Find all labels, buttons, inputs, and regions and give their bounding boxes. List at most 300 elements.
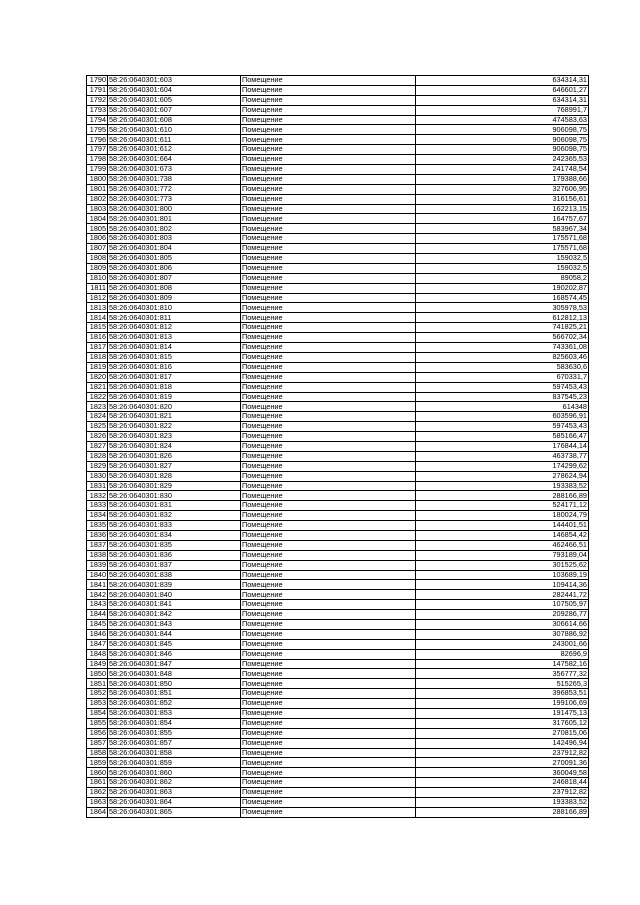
table-row xyxy=(87,471,589,481)
row-number: 1800 xyxy=(87,174,108,184)
cadastral-number: 58:26:0640301:840 xyxy=(108,590,241,600)
cadastral-value: 179388,66 xyxy=(416,174,589,184)
document-page xyxy=(86,75,587,818)
cadastral-value: 191475,13 xyxy=(416,709,589,719)
table-row xyxy=(87,145,589,155)
row-number: 1832 xyxy=(87,491,108,501)
cadastral-number: 58:26:0640301:859 xyxy=(108,758,241,768)
cadastral-number: 58:26:0640301:828 xyxy=(108,471,241,481)
cadastral-value: 159032,5 xyxy=(416,254,589,264)
object-type: Помещение xyxy=(241,768,416,778)
row-number: 1857 xyxy=(87,738,108,748)
row-number: 1794 xyxy=(87,115,108,125)
object-type: Помещение xyxy=(241,560,416,570)
cadastral-value: 670331,7 xyxy=(416,372,589,382)
cadastral-value: 237912,82 xyxy=(416,748,589,758)
cadastral-value: 614348 xyxy=(416,402,589,412)
cadastral-value: 237912,82 xyxy=(416,788,589,798)
row-number: 1838 xyxy=(87,550,108,560)
object-type: Помещение xyxy=(241,155,416,165)
row-number: 1803 xyxy=(87,204,108,214)
table-row xyxy=(87,798,589,808)
table-row xyxy=(87,95,589,105)
row-number: 1831 xyxy=(87,481,108,491)
table-row xyxy=(87,313,589,323)
object-type: Помещение xyxy=(241,441,416,451)
cadastral-value: 199106,69 xyxy=(416,699,589,709)
cadastral-number: 58:26:0640301:839 xyxy=(108,580,241,590)
row-number: 1821 xyxy=(87,382,108,392)
table-body xyxy=(87,76,589,818)
object-type: Помещение xyxy=(241,600,416,610)
table-row xyxy=(87,85,589,95)
cadastral-value: 180024,79 xyxy=(416,511,589,521)
object-type: Помещение xyxy=(241,679,416,689)
cadastral-value: 270091,36 xyxy=(416,758,589,768)
table-row xyxy=(87,659,589,669)
cadastral-value: 634314,31 xyxy=(416,95,589,105)
cadastral-number: 58:26:0640301:608 xyxy=(108,115,241,125)
object-type: Помещение xyxy=(241,471,416,481)
object-type: Помещение xyxy=(241,283,416,293)
row-number: 1830 xyxy=(87,471,108,481)
object-type: Помещение xyxy=(241,392,416,402)
cadastral-number: 58:26:0640301:807 xyxy=(108,273,241,283)
object-type: Помещение xyxy=(241,115,416,125)
row-number: 1791 xyxy=(87,85,108,95)
table-row xyxy=(87,352,589,362)
row-number: 1844 xyxy=(87,610,108,620)
cadastral-value: 176844,14 xyxy=(416,441,589,451)
table-row xyxy=(87,451,589,461)
row-number: 1792 xyxy=(87,95,108,105)
cadastral-value: 107505,97 xyxy=(416,600,589,610)
cadastral-number: 58:26:0640301:827 xyxy=(108,461,241,471)
cadastral-value: 317605,12 xyxy=(416,718,589,728)
cadastral-number: 58:26:0640301:841 xyxy=(108,600,241,610)
table-row xyxy=(87,214,589,224)
table-row xyxy=(87,125,589,135)
row-number: 1795 xyxy=(87,125,108,135)
cadastral-number: 58:26:0640301:851 xyxy=(108,689,241,699)
cadastral-value: 597453,43 xyxy=(416,422,589,432)
cadastral-number: 58:26:0640301:818 xyxy=(108,382,241,392)
object-type: Помещение xyxy=(241,629,416,639)
row-number: 1816 xyxy=(87,333,108,343)
property-table xyxy=(86,75,589,818)
row-number: 1833 xyxy=(87,501,108,511)
table-row xyxy=(87,293,589,303)
cadastral-value: 793189,04 xyxy=(416,550,589,560)
row-number: 1811 xyxy=(87,283,108,293)
cadastral-number: 58:26:0640301:610 xyxy=(108,125,241,135)
cadastral-number: 58:26:0640301:832 xyxy=(108,511,241,521)
row-number: 1807 xyxy=(87,244,108,254)
table-row xyxy=(87,432,589,442)
cadastral-value: 906098,75 xyxy=(416,135,589,145)
cadastral-number: 58:26:0640301:864 xyxy=(108,798,241,808)
object-type: Помещение xyxy=(241,619,416,629)
cadastral-number: 58:26:0640301:813 xyxy=(108,333,241,343)
object-type: Помещение xyxy=(241,511,416,521)
cadastral-number: 58:26:0640301:826 xyxy=(108,451,241,461)
table-row xyxy=(87,273,589,283)
table-row xyxy=(87,758,589,768)
cadastral-value: 109414,36 xyxy=(416,580,589,590)
row-number: 1829 xyxy=(87,461,108,471)
table-row xyxy=(87,649,589,659)
cadastral-number: 58:26:0640301:837 xyxy=(108,560,241,570)
cadastral-value: 282441,72 xyxy=(416,590,589,600)
cadastral-value: 174299,62 xyxy=(416,461,589,471)
cadastral-value: 906098,75 xyxy=(416,145,589,155)
cadastral-number: 58:26:0640301:854 xyxy=(108,718,241,728)
table-row xyxy=(87,511,589,521)
table-row xyxy=(87,550,589,560)
cadastral-number: 58:26:0640301:805 xyxy=(108,254,241,264)
cadastral-value: 327606,95 xyxy=(416,184,589,194)
cadastral-number: 58:26:0640301:823 xyxy=(108,432,241,442)
row-number: 1793 xyxy=(87,105,108,115)
object-type: Помещение xyxy=(241,352,416,362)
cadastral-value: 646601,27 xyxy=(416,85,589,95)
row-number: 1805 xyxy=(87,224,108,234)
object-type: Помещение xyxy=(241,481,416,491)
object-type: Помещение xyxy=(241,76,416,86)
object-type: Помещение xyxy=(241,234,416,244)
cadastral-value: 246818,44 xyxy=(416,778,589,788)
cadastral-number: 58:26:0640301:802 xyxy=(108,224,241,234)
row-number: 1839 xyxy=(87,560,108,570)
table-row xyxy=(87,738,589,748)
row-number: 1840 xyxy=(87,570,108,580)
object-type: Помещение xyxy=(241,530,416,540)
row-number: 1843 xyxy=(87,600,108,610)
table-row xyxy=(87,174,589,184)
table-row xyxy=(87,590,589,600)
row-number: 1846 xyxy=(87,629,108,639)
cadastral-value: 162213,15 xyxy=(416,204,589,214)
table-row xyxy=(87,639,589,649)
object-type: Помещение xyxy=(241,194,416,204)
cadastral-number: 58:26:0640301:862 xyxy=(108,778,241,788)
cadastral-number: 58:26:0640301:604 xyxy=(108,85,241,95)
cadastral-value: 301525,62 xyxy=(416,560,589,570)
row-number: 1849 xyxy=(87,659,108,669)
row-number: 1836 xyxy=(87,530,108,540)
row-number: 1827 xyxy=(87,441,108,451)
row-number: 1813 xyxy=(87,303,108,313)
row-number: 1806 xyxy=(87,234,108,244)
row-number: 1801 xyxy=(87,184,108,194)
row-number: 1820 xyxy=(87,372,108,382)
object-type: Помещение xyxy=(241,718,416,728)
object-type: Помещение xyxy=(241,244,416,254)
cadastral-number: 58:26:0640301:835 xyxy=(108,540,241,550)
row-number: 1859 xyxy=(87,758,108,768)
row-number: 1790 xyxy=(87,76,108,86)
object-type: Помещение xyxy=(241,165,416,175)
cadastral-value: 175571,68 xyxy=(416,234,589,244)
object-type: Помещение xyxy=(241,204,416,214)
cadastral-number: 58:26:0640301:806 xyxy=(108,263,241,273)
cadastral-value: 583967,34 xyxy=(416,224,589,234)
row-number: 1817 xyxy=(87,343,108,353)
cadastral-number: 58:26:0640301:865 xyxy=(108,807,241,817)
row-number: 1804 xyxy=(87,214,108,224)
cadastral-number: 58:26:0640301:824 xyxy=(108,441,241,451)
row-number: 1848 xyxy=(87,649,108,659)
cadastral-number: 58:26:0640301:858 xyxy=(108,748,241,758)
cadastral-number: 58:26:0640301:811 xyxy=(108,313,241,323)
table-row xyxy=(87,135,589,145)
object-type: Помещение xyxy=(241,323,416,333)
row-number: 1853 xyxy=(87,699,108,709)
cadastral-number: 58:26:0640301:852 xyxy=(108,699,241,709)
object-type: Помещение xyxy=(241,590,416,600)
table-row xyxy=(87,748,589,758)
table-row xyxy=(87,629,589,639)
object-type: Помещение xyxy=(241,432,416,442)
object-type: Помещение xyxy=(241,728,416,738)
object-type: Помещение xyxy=(241,313,416,323)
object-type: Помещение xyxy=(241,145,416,155)
row-number: 1814 xyxy=(87,313,108,323)
table-row xyxy=(87,491,589,501)
object-type: Помещение xyxy=(241,748,416,758)
cadastral-number: 58:26:0640301:817 xyxy=(108,372,241,382)
object-type: Помещение xyxy=(241,807,416,817)
object-type: Помещение xyxy=(241,758,416,768)
cadastral-value: 168574,45 xyxy=(416,293,589,303)
cadastral-value: 463738,77 xyxy=(416,451,589,461)
cadastral-number: 58:26:0640301:803 xyxy=(108,234,241,244)
object-type: Помещение xyxy=(241,649,416,659)
table-row xyxy=(87,619,589,629)
object-type: Помещение xyxy=(241,343,416,353)
table-row xyxy=(87,263,589,273)
object-type: Помещение xyxy=(241,491,416,501)
row-number: 1823 xyxy=(87,402,108,412)
row-number: 1855 xyxy=(87,718,108,728)
cadastral-number: 58:26:0640301:809 xyxy=(108,293,241,303)
cadastral-number: 58:26:0640301:664 xyxy=(108,155,241,165)
row-number: 1850 xyxy=(87,669,108,679)
cadastral-value: 193383,52 xyxy=(416,798,589,808)
cadastral-value: 242365,53 xyxy=(416,155,589,165)
cadastral-value: 147582,16 xyxy=(416,659,589,669)
row-number: 1841 xyxy=(87,580,108,590)
cadastral-value: 305978,53 xyxy=(416,303,589,313)
object-type: Помещение xyxy=(241,788,416,798)
cadastral-number: 58:26:0640301:816 xyxy=(108,362,241,372)
cadastral-number: 58:26:0640301:801 xyxy=(108,214,241,224)
row-number: 1810 xyxy=(87,273,108,283)
row-number: 1862 xyxy=(87,788,108,798)
object-type: Помещение xyxy=(241,293,416,303)
row-number: 1864 xyxy=(87,807,108,817)
object-type: Помещение xyxy=(241,125,416,135)
object-type: Помещение xyxy=(241,303,416,313)
row-number: 1863 xyxy=(87,798,108,808)
cadastral-number: 58:26:0640301:800 xyxy=(108,204,241,214)
object-type: Помещение xyxy=(241,214,416,224)
table-row xyxy=(87,184,589,194)
row-number: 1858 xyxy=(87,748,108,758)
cadastral-value: 175571,68 xyxy=(416,244,589,254)
table-row xyxy=(87,155,589,165)
cadastral-number: 58:26:0640301:819 xyxy=(108,392,241,402)
table-row xyxy=(87,699,589,709)
cadastral-number: 58:26:0640301:860 xyxy=(108,768,241,778)
cadastral-number: 58:26:0640301:844 xyxy=(108,629,241,639)
table-row xyxy=(87,333,589,343)
cadastral-number: 58:26:0640301:857 xyxy=(108,738,241,748)
cadastral-number: 58:26:0640301:808 xyxy=(108,283,241,293)
object-type: Помещение xyxy=(241,402,416,412)
object-type: Помещение xyxy=(241,95,416,105)
cadastral-number: 58:26:0640301:738 xyxy=(108,174,241,184)
cadastral-number: 58:26:0640301:815 xyxy=(108,352,241,362)
object-type: Помещение xyxy=(241,263,416,273)
cadastral-number: 58:26:0640301:842 xyxy=(108,610,241,620)
row-number: 1834 xyxy=(87,511,108,521)
cadastral-value: 474583,63 xyxy=(416,115,589,125)
cadastral-value: 524171,12 xyxy=(416,501,589,511)
object-type: Помещение xyxy=(241,580,416,590)
cadastral-number: 58:26:0640301:833 xyxy=(108,521,241,531)
cadastral-value: 825603,46 xyxy=(416,352,589,362)
object-type: Помещение xyxy=(241,422,416,432)
cadastral-value: 768991,7 xyxy=(416,105,589,115)
cadastral-number: 58:26:0640301:673 xyxy=(108,165,241,175)
cadastral-value: 103689,19 xyxy=(416,570,589,580)
table-row xyxy=(87,570,589,580)
cadastral-value: 142496,94 xyxy=(416,738,589,748)
object-type: Помещение xyxy=(241,333,416,343)
table-row xyxy=(87,441,589,451)
object-type: Помещение xyxy=(241,273,416,283)
object-type: Помещение xyxy=(241,184,416,194)
cadastral-number: 58:26:0640301:611 xyxy=(108,135,241,145)
row-number: 1802 xyxy=(87,194,108,204)
cadastral-value: 316156,61 xyxy=(416,194,589,204)
row-number: 1860 xyxy=(87,768,108,778)
cadastral-value: 144401,51 xyxy=(416,521,589,531)
cadastral-value: 159032,5 xyxy=(416,263,589,273)
cadastral-number: 58:26:0640301:820 xyxy=(108,402,241,412)
table-row xyxy=(87,728,589,738)
row-number: 1856 xyxy=(87,728,108,738)
table-row xyxy=(87,343,589,353)
cadastral-number: 58:26:0640301:821 xyxy=(108,412,241,422)
cadastral-value: 396853,51 xyxy=(416,689,589,699)
row-number: 1799 xyxy=(87,165,108,175)
cadastral-value: 209286,77 xyxy=(416,610,589,620)
cadastral-value: 597453,43 xyxy=(416,382,589,392)
table-row xyxy=(87,560,589,570)
table-row xyxy=(87,382,589,392)
cadastral-number: 58:26:0640301:834 xyxy=(108,530,241,540)
object-type: Помещение xyxy=(241,451,416,461)
cadastral-number: 58:26:0640301:812 xyxy=(108,323,241,333)
cadastral-value: 566702,34 xyxy=(416,333,589,343)
table-row xyxy=(87,402,589,412)
object-type: Помещение xyxy=(241,521,416,531)
object-type: Помещение xyxy=(241,372,416,382)
cadastral-value: 270815,06 xyxy=(416,728,589,738)
cadastral-number: 58:26:0640301:804 xyxy=(108,244,241,254)
object-type: Помещение xyxy=(241,610,416,620)
cadastral-value: 82696,9 xyxy=(416,649,589,659)
cadastral-value: 743361,08 xyxy=(416,343,589,353)
table-row xyxy=(87,115,589,125)
row-number: 1851 xyxy=(87,679,108,689)
row-number: 1797 xyxy=(87,145,108,155)
cadastral-value: 906098,75 xyxy=(416,125,589,135)
cadastral-value: 278624,94 xyxy=(416,471,589,481)
row-number: 1852 xyxy=(87,689,108,699)
cadastral-value: 146854,42 xyxy=(416,530,589,540)
table-row xyxy=(87,254,589,264)
cadastral-number: 58:26:0640301:846 xyxy=(108,649,241,659)
row-number: 1825 xyxy=(87,422,108,432)
object-type: Помещение xyxy=(241,778,416,788)
cadastral-number: 58:26:0640301:603 xyxy=(108,76,241,86)
cadastral-value: 612812,13 xyxy=(416,313,589,323)
object-type: Помещение xyxy=(241,362,416,372)
row-number: 1828 xyxy=(87,451,108,461)
cadastral-number: 58:26:0640301:845 xyxy=(108,639,241,649)
cadastral-value: 585166,47 xyxy=(416,432,589,442)
cadastral-value: 164757,67 xyxy=(416,214,589,224)
object-type: Помещение xyxy=(241,105,416,115)
object-type: Помещение xyxy=(241,669,416,679)
cadastral-number: 58:26:0640301:838 xyxy=(108,570,241,580)
object-type: Помещение xyxy=(241,224,416,234)
row-number: 1809 xyxy=(87,263,108,273)
cadastral-value: 243001,66 xyxy=(416,639,589,649)
row-number: 1845 xyxy=(87,619,108,629)
object-type: Помещение xyxy=(241,85,416,95)
table-row xyxy=(87,194,589,204)
cadastral-number: 58:26:0640301:831 xyxy=(108,501,241,511)
row-number: 1861 xyxy=(87,778,108,788)
object-type: Помещение xyxy=(241,501,416,511)
table-row xyxy=(87,323,589,333)
cadastral-value: 241748,54 xyxy=(416,165,589,175)
cadastral-number: 58:26:0640301:773 xyxy=(108,194,241,204)
object-type: Помещение xyxy=(241,254,416,264)
cadastral-value: 515265,3 xyxy=(416,679,589,689)
object-type: Помещение xyxy=(241,174,416,184)
row-number: 1798 xyxy=(87,155,108,165)
object-type: Помещение xyxy=(241,461,416,471)
object-type: Помещение xyxy=(241,709,416,719)
cadastral-value: 306614,66 xyxy=(416,619,589,629)
object-type: Помещение xyxy=(241,550,416,560)
row-number: 1854 xyxy=(87,709,108,719)
object-type: Помещение xyxy=(241,382,416,392)
row-number: 1812 xyxy=(87,293,108,303)
cadastral-value: 288166,89 xyxy=(416,807,589,817)
cadastral-value: 837545,23 xyxy=(416,392,589,402)
row-number: 1808 xyxy=(87,254,108,264)
table-row xyxy=(87,689,589,699)
table-row xyxy=(87,768,589,778)
table-row xyxy=(87,224,589,234)
table-row xyxy=(87,234,589,244)
